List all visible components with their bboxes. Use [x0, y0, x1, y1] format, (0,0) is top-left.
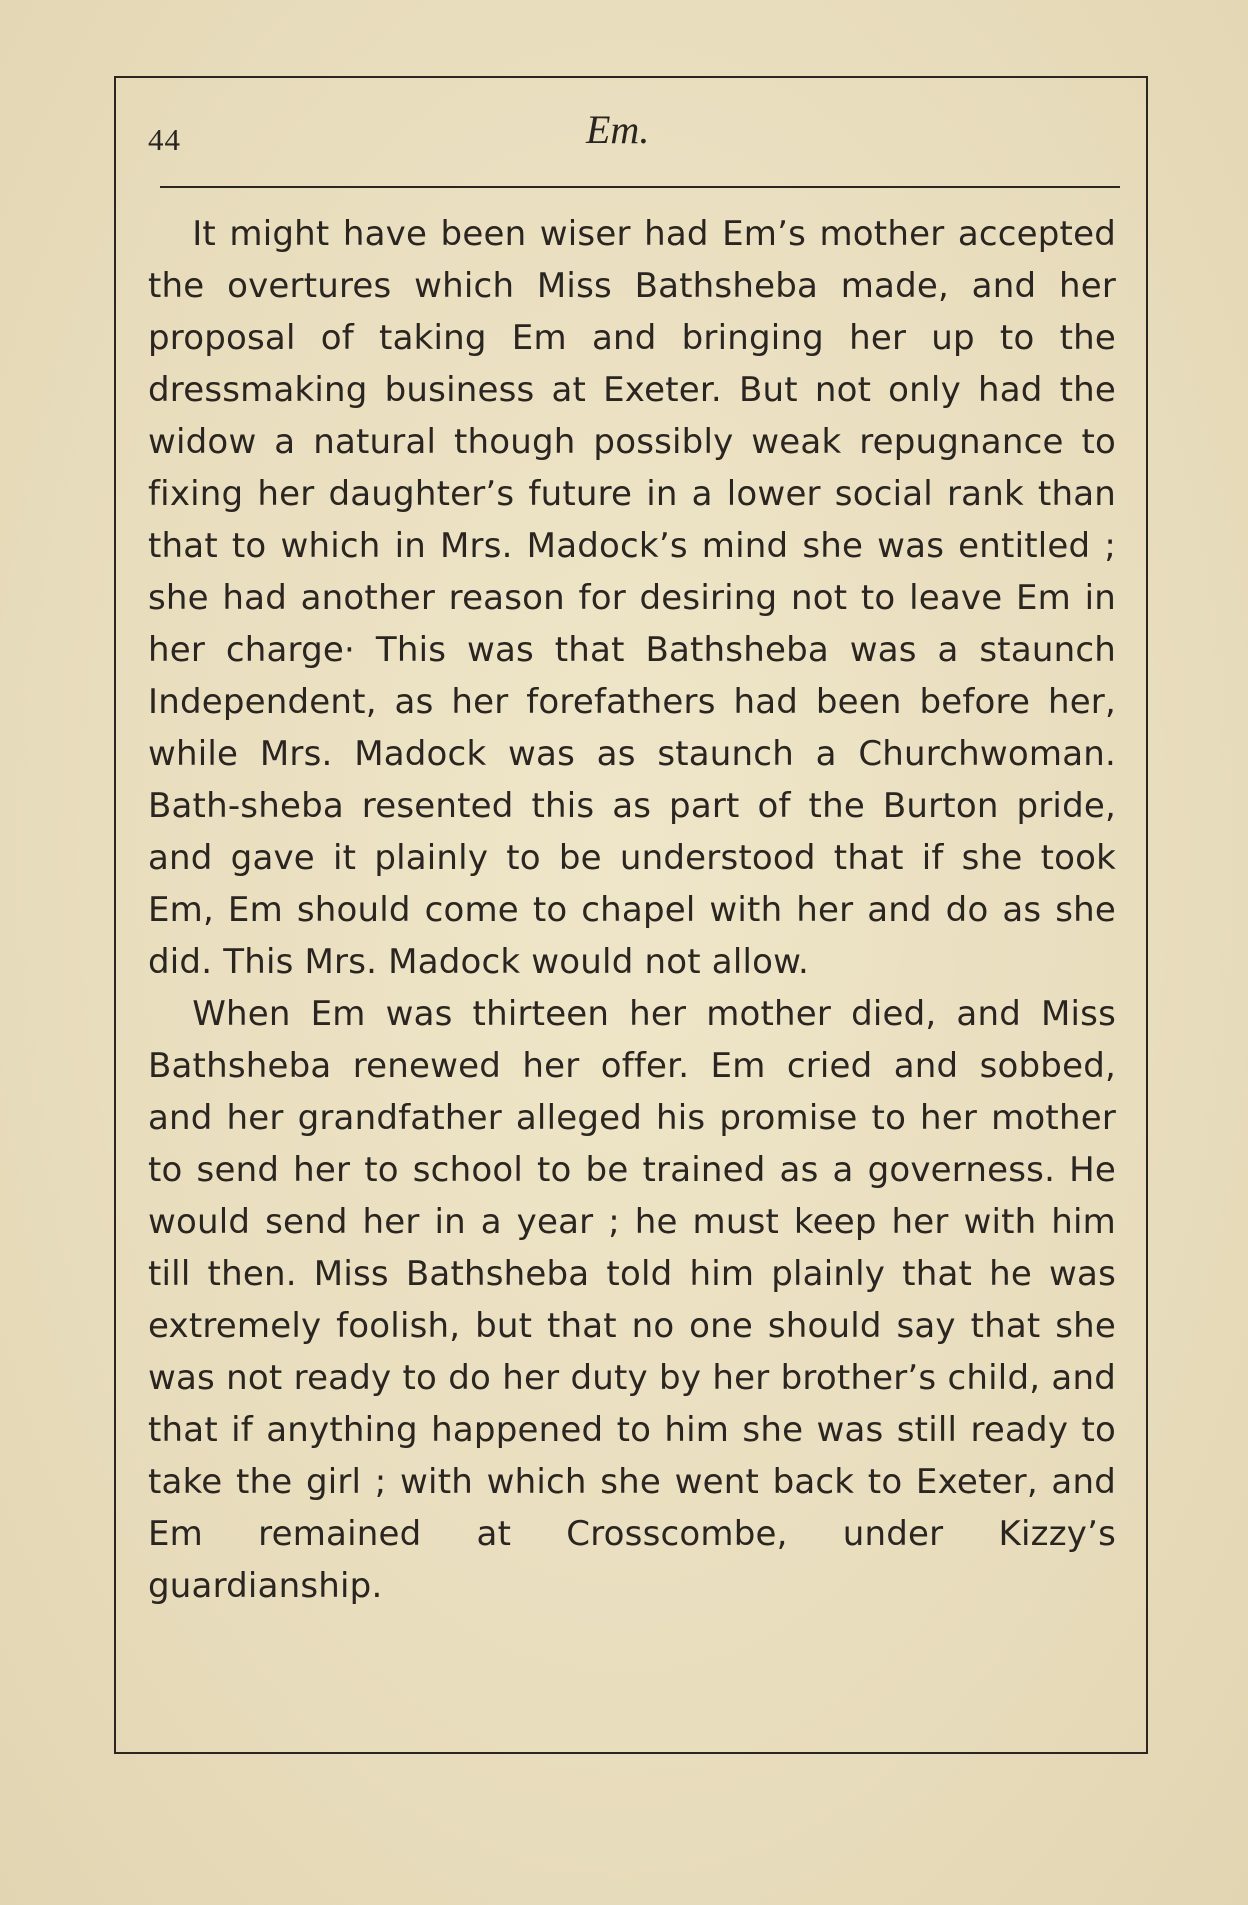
page-frame: [114, 76, 1148, 1754]
paragraph: It might have been wiser had Em’s mother accepted the overtures which Miss Bathsheba made, and her proposal of taking Em and bringing her up to the dressmaking business at Exeter. But not only had the widow a natural though possibly weak repugnance to fixing her daughter’s future in a lower social rank than that to which in Mrs. Madock’s mind she was entitled ; she had another reason for desiring not to leave Em in her charge· This was that Bathsheba was a staunch Independent, as her forefathers had been before her, while Mrs. Madock was as staunch a Churchwoman. Bath-sheba resented this as part of the Burton pride, and gave it plainly to be understood that if she took Em, Em should come to chapel with her and do as she did. This Mrs. Madock would not allow.: [148, 214, 1116, 982]
page-number: 44: [148, 122, 181, 157]
body-text: [148, 208, 1116, 1612]
running-title: Em.: [586, 107, 650, 152]
paragraph: When Em was thirteen her mother died, and Miss Bathsheba renewed her offer. Em cried and sobbed, and her grandfather alleged his promise to her mother to send her to school to be trained as a governess. He would send her in a year ; he must keep her with him till then. Miss Bathsheba told him plainly that he was extremely foolish, but that no one should say that she was not ready to do her duty by her brother’s child, and that if anything happened to him she was still ready to take the girl ; with which she went back to Exeter, and Em remained at Crosscombe, under Kizzy’s guardianship.: [148, 994, 1116, 1606]
page-header: [116, 78, 1146, 188]
header-rule: [160, 186, 1120, 188]
